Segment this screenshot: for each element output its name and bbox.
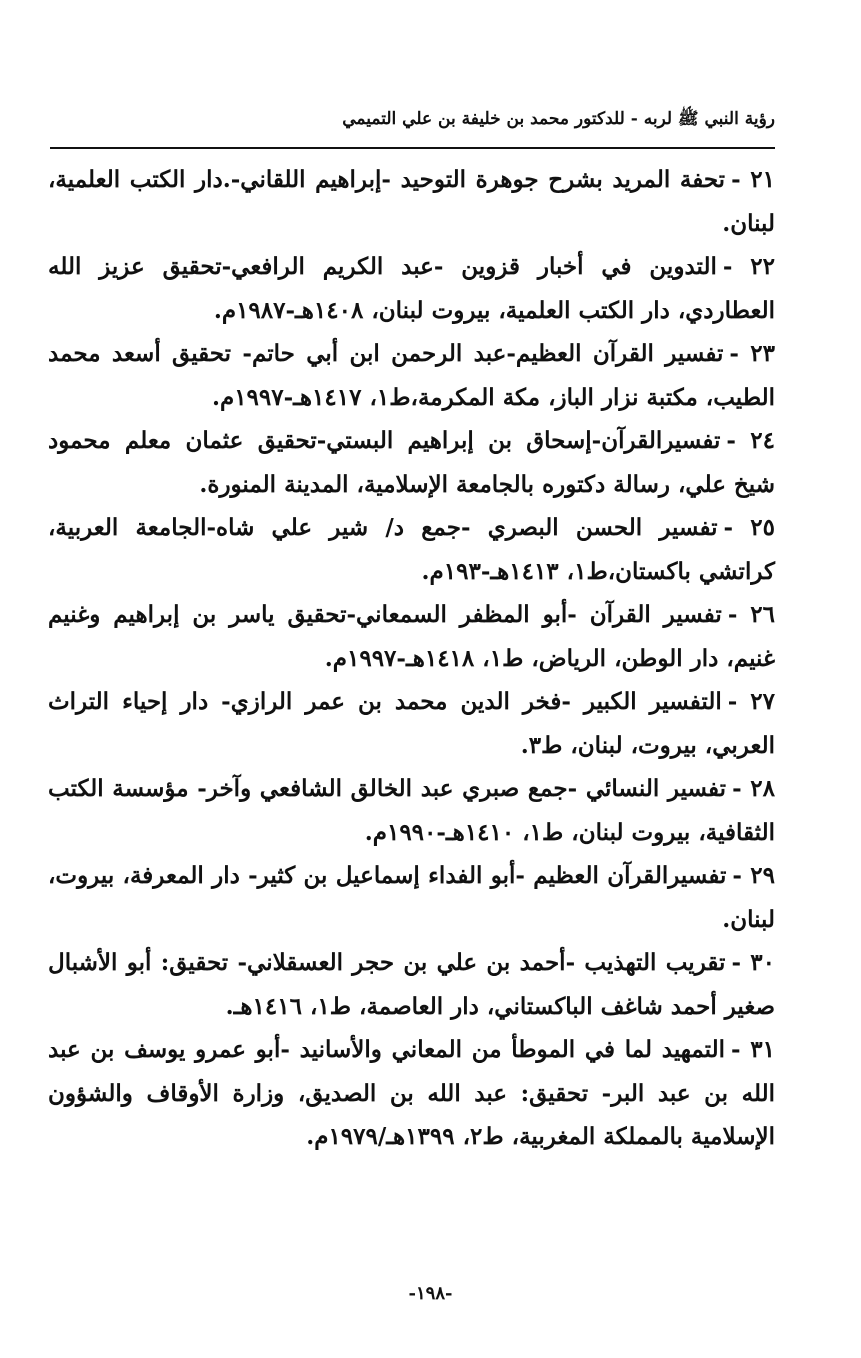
bibliography-list <box>48 158 775 1159</box>
bibliography-entry <box>48 767 775 854</box>
bibliography-entry <box>48 419 775 506</box>
entry-text: التمهيد لما في الموطأ من المعاني والأسانيد -أبو عمرو يوسف بن عبد الله بن عبد البر- تحقيق: عبد الله بن الصديق، وزارة الأوقاف والشؤون الإسلامية بالمملكة المغربية، ط٢، ١٣٩٩هـ/١٩٧٩م. <box>48 1036 775 1150</box>
entry-number: ٢٨ - <box>732 775 775 802</box>
bibliography-entry <box>48 854 775 941</box>
entry-text: تحفة المريد بشرح جوهرة التوحيد -إبراهيم اللقاني-.دار الكتب العلمية، لبنان. <box>48 166 775 237</box>
entry-number: ٢٥ - <box>723 514 775 541</box>
entry-text: تفسيرالقرآن العظيم -أبو الفداء إسماعيل بن كثير- دار المعرفة، بيروت، لبنان. <box>48 862 775 933</box>
bibliography-entry <box>48 158 775 245</box>
entry-number: ٢٤ - <box>726 427 775 454</box>
bibliography-entry <box>48 680 775 767</box>
bibliography-entry <box>48 1028 775 1159</box>
entry-number: ٣٠ - <box>731 949 776 976</box>
entry-text: تفسير القرآن -أبو المظفر السمعاني-تحقيق ياسر بن إبراهيم وغنيم غنيم، دار الوطن، الرياض، ط١، ١٤١٨هـ-١٩٩٧م. <box>48 601 775 672</box>
bibliography-entry <box>48 941 775 1028</box>
bibliography-entry <box>48 245 775 332</box>
entry-text: تفسير القرآن العظيم-عبد الرحمن ابن أبي حاتم- تحقيق أسعد محمد الطيب، مكتبة نزار الباز، مكة المكرمة،ط١، ١٤١٧هـ-١٩٩٧م. <box>48 340 775 411</box>
entry-text: تقريب التهذيب -أحمد بن علي بن حجر العسقلاني- تحقيق: أبو الأشبال صغير أحمد شاغف الباكستاني، دار العاصمة، ط١، ١٤١٦هـ. <box>48 949 775 1020</box>
entry-number: ٢٧ - <box>727 688 775 715</box>
entry-number: ٣١ - <box>731 1036 775 1063</box>
running-header: رؤية النبي ﷺ لربه - للدكتور محمد بن خليفة بن علي التميمي <box>342 109 775 129</box>
entry-number: ٢٣ - <box>729 340 775 367</box>
entry-text: التدوين في أخبار قزوين -عبد الكريم الرافعي-تحقيق عزيز الله العطاردي، دار الكتب العلمية، بيروت لبنان، ١٤٠٨هـ-١٩٨٧م. <box>48 253 775 324</box>
entry-number: ٢٩ - <box>732 862 775 889</box>
header-divider <box>50 147 775 149</box>
entry-text: تفسير الحسن البصري -جمع د/ شير علي شاه-الجامعة العربية، كراتشي باكستان،ط١، ١٤١٣هـ-١٩٣م. <box>48 514 775 585</box>
page-number: -١٩٨- <box>408 1283 453 1304</box>
entry-number: ٢١ - <box>731 166 775 193</box>
entry-text: تفسير النسائي -جمع صبري عبد الخالق الشافعي وآخر- مؤسسة الكتب الثقافية، بيروت لبنان، ط١، ١٤١٠هـ-١٩٩٠م. <box>48 775 775 846</box>
entry-number: ٢٦ - <box>727 601 775 628</box>
bibliography-entry <box>48 593 775 680</box>
entry-text: تفسيرالقرآن-إسحاق بن إبراهيم البستي-تحقيق عثمان معلم محمود شيخ علي، رسالة دكتوره بالجامعة الإسلامية، المدينة المنورة. <box>48 427 775 498</box>
bibliography-entry <box>48 332 775 419</box>
bibliography-entry <box>48 506 775 593</box>
entry-number: ٢٢ - <box>722 253 775 280</box>
entry-text: التفسير الكبير -فخر الدين محمد بن عمر الرازي- دار إحياء التراث العربي، بيروت، لبنان، ط٣. <box>48 688 775 759</box>
